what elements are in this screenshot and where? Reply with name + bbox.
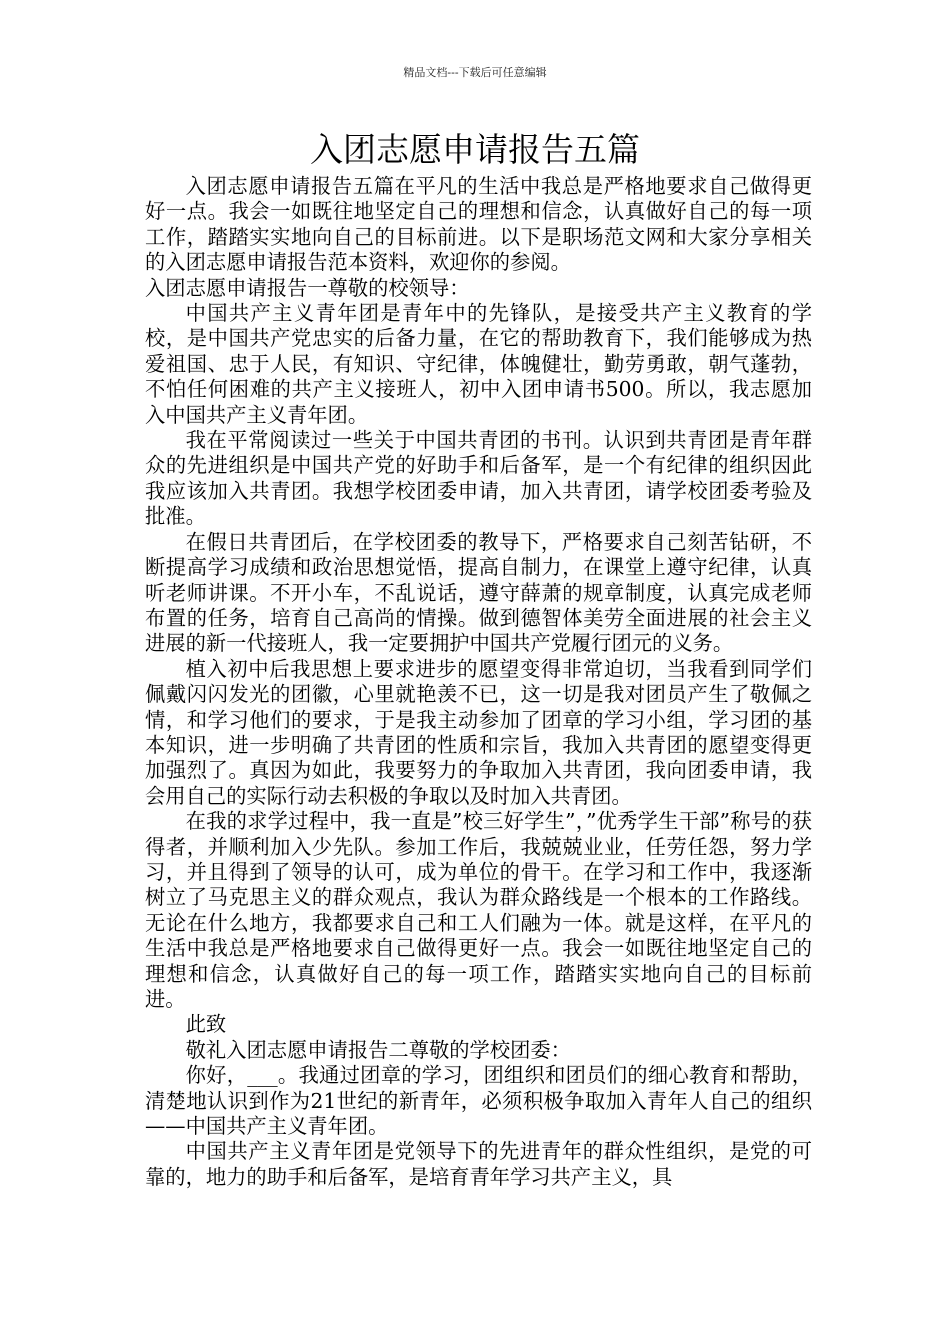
paragraph-body: 在我的求学过程中，我一直是”校三好学生”，”优秀学生干部”称号的获得者，并顺利加入少先队。参加工作后，我兢兢业业，任劳任怨，努力学习，并且得到了领导的认可，成为单位的骨干。在学习和工作中，我逐渐树立了马克思主义的群众观点，我认为群众路线是一个根本的工作路线。无论在什么地方，我都要求自己和工人们融为一体。就是这样，在平凡的生活中我总是严格地要求自己做得更好一点。我会一如既往地坚定自己的理想和信念，认真做好自己的每一项工作，踏踏实实地向自己的目标前进。 — [145, 809, 812, 1011]
paragraph-body: 中国共产主义青年团是党领导下的先进青年的群众性组织，是党的可靠的，地力的助手和后备军，是培育青年学习共产主义，具 — [145, 1139, 812, 1189]
document-title: 入团志愿申请报告五篇 — [310, 130, 640, 169]
paragraph-body: 在假日共青团后，在学校团委的教导下，严格要求自己刻苦钻研，不断提高学习成绩和政治思想觉悟，提高自制力，在课堂上遵守纪律，认真听老师讲课。不开小车，不乱说话，遵守薛萧的规章制度，认真完成老师布置的任务，培育自己高尚的情操。做到德智体美劳全面进展的社会主义进展的新一代接班人，我一定要拥护中国共产党履行团元的义务。 — [145, 529, 812, 656]
paragraph-closing: 此致 — [185, 1012, 227, 1037]
page-header-note: 精品文档---下载后可任意编辑 — [403, 66, 547, 79]
document-body — [145, 174, 812, 1190]
paragraph-body: 植入初中后我思想上要求进步的愿望变得非常迫切，当我看到同学们佩戴闪闪发光的团徽，心里就艳羡不已，这一切是我对团员产生了敬佩之情，和学习他们的要求，于是我主动参加了团章的学习小组，学习团的基本知识，进一步明确了共青团的性质和宗旨，我加入共青团的愿望变得更加强烈了。真因为如此，我要努力的争取加入共青团，我向团委申请，我会用自己的实际行动去积极的争取以及时加入共青团。 — [145, 656, 812, 808]
paragraph-salutation-1: 入团志愿申请报告一尊敬的校领导： — [145, 275, 470, 300]
paragraph-salutation-2: 敬礼入团志愿申请报告二尊敬的学校团委： — [185, 1037, 571, 1062]
paragraph-body: 我在平常阅读过一些关于中国共青团的书刊。认识到共青团是青年群众的先进组织是中国共产党的好助手和后备军，是一个有纪律的组织因此我应该加入共青团。我想学校团委申请，加入共青团，请学校团委考验及批准。 — [145, 428, 812, 529]
paragraph-body: 中国共产主义青年团是青年中的先锋队，是接受共产主义教育的学校，是中国共产党忠实的后备力量，在它的帮助教育下，我们能够成为热爱祖国、忠于人民，有知识、守纪律，体魄健壮，勤劳勇敢，朝气蓬勃，不怕任何困难的共产主义接班人，初中入团申请书500。所以，我志愿加入中国共产主义青年团。 — [145, 301, 812, 427]
paragraph-intro: 入团志愿申请报告五篇在平凡的生活中我总是严格地要求自己做得更好一点。我会一如既往地坚定自己的理想和信念，认真做好自己的每一项工作，踏踏实实地向自己的目标前进。以下是职场范文网和大家分享相关的入团志愿申请报告范本资料，欢迎你的参阅。 — [145, 174, 812, 275]
paragraph-body: 你好，___。我通过团章的学习，团组织和团员们的细心教育和帮助，清楚地认识到作为21世纪的新青年，必须积极争取加入青年人自己的组织——中国共产主义青年团。 — [145, 1063, 812, 1139]
